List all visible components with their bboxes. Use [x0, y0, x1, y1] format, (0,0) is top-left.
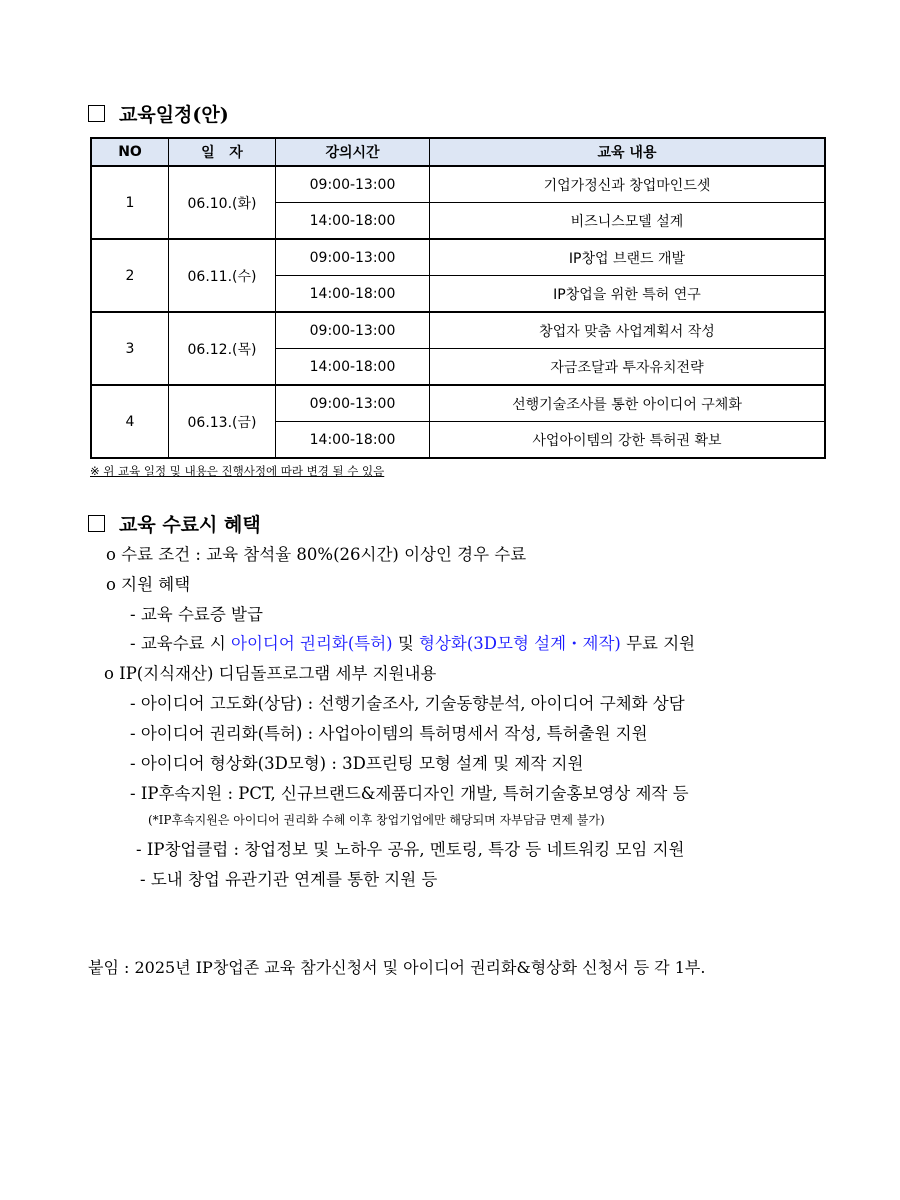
header-date: 일 자: [169, 138, 276, 166]
table-row: [91, 312, 825, 349]
attachment-note: 붙임 : 2025년 IP창업존 교육 참가신청서 및 아이디어 권리화&형상화 신청서 등 각 1부.: [88, 958, 706, 977]
row-content: 창업자 맞춤 사업계획서 작성: [430, 312, 826, 349]
schedule-table: [90, 137, 826, 459]
row-no: 2: [91, 239, 169, 312]
header-content: 교육 내용: [430, 138, 826, 166]
checkbox-square-icon: [88, 515, 105, 532]
row-content: 기업가정신과 창업마인드셋: [430, 166, 826, 203]
detail-linkage: - 도내 창업 유관기관 연계를 통한 지원 등: [140, 870, 438, 889]
row-date: 06.10.(화): [169, 166, 276, 239]
support-benefits-heading: o 지원 혜택: [106, 575, 191, 594]
row-content: 자금조달과 투자유치전략: [430, 349, 826, 386]
row-no: 4: [91, 385, 169, 458]
row-date: 06.11.(수): [169, 239, 276, 312]
benefit-free-support: - 교육수료 시 아이디어 권리화(특허) 및 형상화(3D모형 설계・제작) 무료 지원: [130, 634, 696, 653]
header-no: NO: [91, 138, 169, 166]
followup-footnote: (*IP후속지원은 아이디어 권리화 수혜 이후 창업기업에만 해당되며 자부담금 면제 불가): [148, 813, 605, 827]
schedule-note: ※ 위 교육 일정 및 내용은 진행사정에 따라 변경 될 수 있음: [90, 464, 385, 478]
row-time: 09:00-13:00: [276, 385, 430, 422]
row-time: 14:00-18:00: [276, 203, 430, 240]
row-time: 09:00-13:00: [276, 312, 430, 349]
row-time: 09:00-13:00: [276, 239, 430, 276]
table-row: [91, 166, 825, 203]
ip-program-heading: o IP(지식재산) 디딤돌프로그램 세부 지원내용: [104, 664, 437, 683]
row-content: IP창업 브랜드 개발: [430, 239, 826, 276]
row-date: 06.13.(금): [169, 385, 276, 458]
row-content: IP창업을 위한 특허 연구: [430, 276, 826, 313]
detail-rights: - 아이디어 권리화(특허) : 사업아이템의 특허명세서 작성, 특허출원 지원: [130, 724, 648, 743]
table-row: [91, 385, 825, 422]
row-time: 14:00-18:00: [276, 276, 430, 313]
detail-advancement: - 아이디어 고도화(상담) : 선행기술조사, 기술동향분석, 아이디어 구체화 상담: [130, 694, 685, 713]
completion-condition: o 수료 조건 : 교육 참석율 80%(26시간) 이상인 경우 수료: [106, 545, 527, 564]
row-no: 1: [91, 166, 169, 239]
detail-shaping: - 아이디어 형상화(3D모형) : 3D프린팅 모형 설계 및 제작 지원: [130, 754, 584, 773]
table-header-row: [91, 138, 825, 166]
row-content: 비즈니스모델 설계: [430, 203, 826, 240]
row-time: 14:00-18:00: [276, 422, 430, 459]
row-content: 선행기술조사를 통한 아이디어 구체화: [430, 385, 826, 422]
section-title-schedule: 교육일정(안): [88, 100, 229, 127]
row-time: 14:00-18:00: [276, 349, 430, 386]
header-time: 강의시간: [276, 138, 430, 166]
row-time: 09:00-13:00: [276, 166, 430, 203]
row-no: 3: [91, 312, 169, 385]
checkbox-square-icon: [88, 105, 105, 122]
detail-followup: - IP후속지원 : PCT, 신규브랜드&제품디자인 개발, 특허기술홍보영상 제작 등: [130, 784, 689, 803]
section-title-benefits: 교육 수료시 혜택: [88, 510, 261, 537]
highlight-rights: 아이디어 권리화(특허): [231, 634, 393, 653]
highlight-shaping: 형상화(3D모형 설계・제작): [419, 634, 621, 653]
table-row: [91, 239, 825, 276]
row-content: 사업아이템의 강한 특허권 확보: [430, 422, 826, 459]
row-date: 06.12.(목): [169, 312, 276, 385]
benefit-certificate: - 교육 수료증 발급: [130, 605, 263, 624]
detail-club: - IP창업클럽 : 창업정보 및 노하우 공유, 멘토링, 특강 등 네트워킹 모임 지원: [136, 840, 685, 859]
